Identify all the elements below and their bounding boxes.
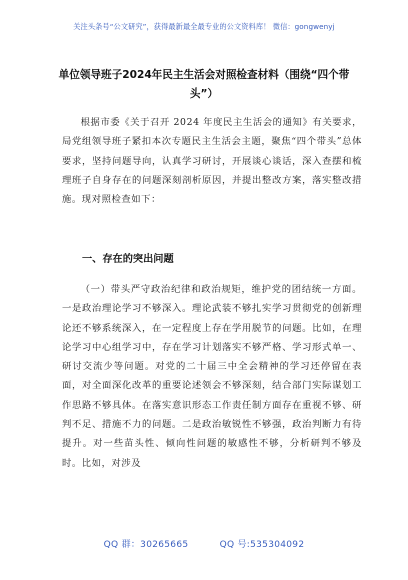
intro-paragraph-text: 根据市委《关于召开 2024 年度民主生活会的通知》有关要求，局党组领导班子紧扣本次专题民主生活会主题，聚焦“四个带头”总体要求，坚持问题导向，认真学习研讨，开展谈心谈话，深入查摆和梳理班子自身存在的问题深刻剖析原因，并提出整改方案，落实整改措施。现对照检查如下： [62,117,362,206]
intro-paragraph [62,113,362,209]
section-heading: 一、存在的突出问题 [82,254,174,265]
footer-qq-group: QQ 群：30265665 [103,540,189,550]
body-paragraph-text: （一）带头严守政治纪律和政治规矩，维护党的团结统一方面。一是政治理论学习不够深入。理论武装不够扎实学习贯彻党的创新理论还不够系统深入，在一定程度上存在学用脱节的问题。比如，在理论学习中心组学习中，存在学习计划落实不够严格、学习形式单一、研讨交流少等问题。对党的二十届三中全会精神的学习还停留在表面，对全面深化改革的重要论述领会不够深刻，结合部门实际谋划工作思路不够具体。在落实意识形态工作责任制方面存在重视不够、研判不足、措施不力的问题。二是政治敏锐性不够强，政治判断力有待提升。对一些苗头性、倾向性问题的敏感性不够，分析研判不够及时。比如，对涉及 [62,284,362,469]
header-banner: 关注头条号“公文研究”，获得最新最全最专业的公文资料库！ 微信：gongwenyj [73,22,335,31]
document-title: 单位领导班子2024年民主生活会对照检查材料（围绕“四个带头”） [58,69,350,100]
footer-qq-number: QQ 号:535304092 [219,540,305,550]
body-paragraph [62,280,362,473]
footer-contact [0,537,408,550]
